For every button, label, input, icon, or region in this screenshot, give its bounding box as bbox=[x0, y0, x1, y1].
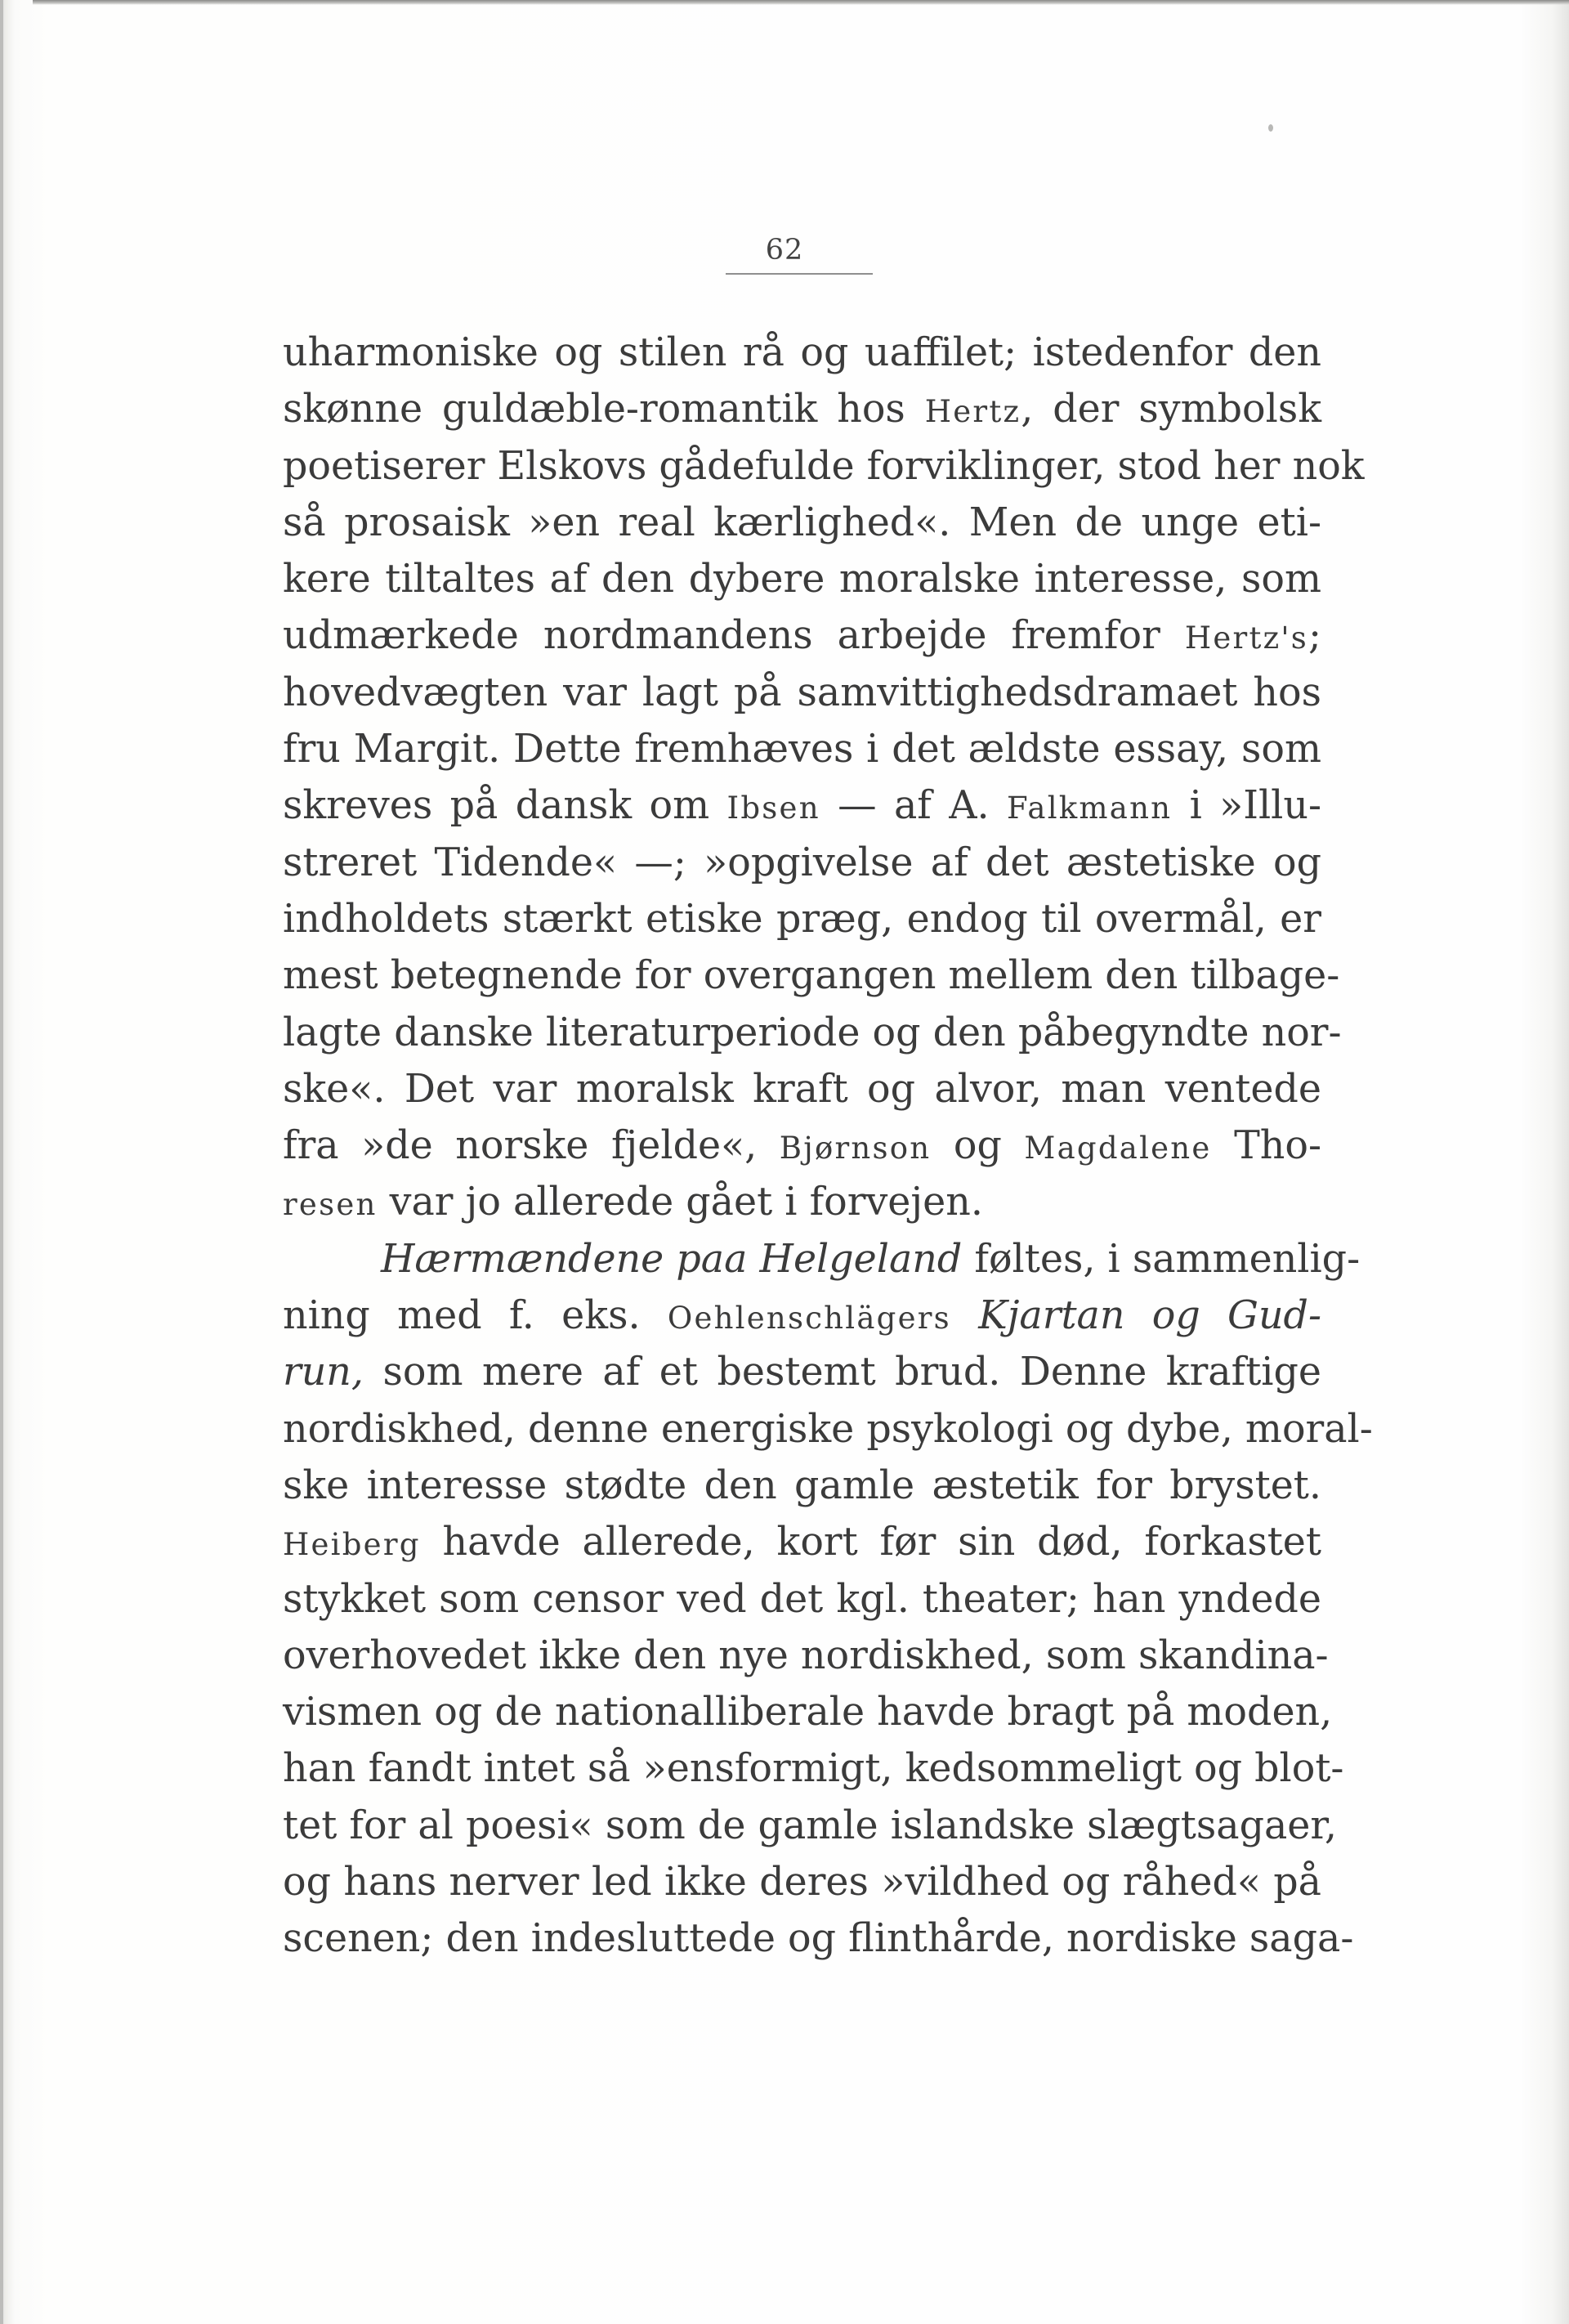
text-line bbox=[283, 1740, 1344, 1797]
body-text bbox=[283, 325, 1373, 1968]
text-run: uharmoniske og stilen rå og uaffilet; istedenfor den bbox=[283, 330, 1321, 375]
text-run: som mere af et bestemt brud. Denne kraftige bbox=[364, 1350, 1321, 1395]
text-line bbox=[283, 835, 1321, 891]
text-line bbox=[283, 947, 1340, 1004]
text-run: vismen og de nationalliberale havde bragt på moden, bbox=[283, 1690, 1333, 1735]
small-caps-name: Magdalene bbox=[1024, 1131, 1212, 1166]
text-line bbox=[283, 1117, 1321, 1174]
italic-title: Kjartan og Gud- bbox=[978, 1293, 1322, 1339]
text-run: udmærkede nordmandens arbejde fremfor bbox=[283, 613, 1185, 659]
text-run: nordiskhed, denne energiske psykologi og dybe, moral- bbox=[283, 1406, 1373, 1452]
text-run: var jo allerede gået i forvejen. bbox=[377, 1180, 983, 1225]
text-line bbox=[283, 1287, 1321, 1344]
small-caps-name: Falkmann bbox=[1006, 790, 1173, 826]
text-run: overhovedet ikke den nye nordiskhed, som skandina- bbox=[283, 1632, 1329, 1678]
page-number-rule bbox=[726, 273, 873, 275]
left-page-edge bbox=[0, 0, 3, 2324]
text-run: ske interesse stødte den gamle æstetik for brystet. bbox=[283, 1462, 1321, 1508]
text-line bbox=[283, 1061, 1321, 1117]
text-run: lagte danske literaturperiode og den påbegyndte nor- bbox=[283, 1010, 1342, 1055]
text-run: ning med f. eks. bbox=[283, 1293, 668, 1339]
small-caps-name: Oehlenschlägers bbox=[667, 1301, 951, 1337]
text-run: fru Margit. Dette fremhæves i det ældste essay, som bbox=[283, 727, 1321, 772]
text-line bbox=[283, 1401, 1373, 1458]
text-line bbox=[283, 438, 1365, 495]
text-line bbox=[283, 1684, 1333, 1740]
top-edge-shadow bbox=[33, 0, 1569, 5]
small-caps-name: resen bbox=[283, 1187, 378, 1223]
text-run: hovedvægten var lagt på samvittighedsdramaet hos bbox=[283, 669, 1321, 715]
text-line bbox=[283, 777, 1321, 834]
text-run: Tho- bbox=[1211, 1123, 1321, 1169]
small-caps-name: Heiberg bbox=[283, 1527, 421, 1563]
text-run: scenen; den indesluttede og flinthårde, nordiske saga- bbox=[283, 1916, 1354, 1962]
small-caps-name: Bjørnson bbox=[779, 1131, 932, 1166]
text-line bbox=[283, 1628, 1329, 1684]
ink-speck bbox=[1268, 124, 1273, 132]
text-run: kere tiltaltes af den dybere moralske interesse, som bbox=[283, 557, 1321, 602]
text-line bbox=[283, 1458, 1321, 1514]
text-run: streret Tidende« —; »opgivelse af det æstetiske og bbox=[283, 840, 1321, 885]
text-run: fra »de norske fjelde«, bbox=[283, 1123, 780, 1169]
text-line bbox=[283, 1571, 1321, 1628]
text-line bbox=[283, 1174, 1321, 1230]
text-line bbox=[283, 381, 1321, 437]
text-line bbox=[283, 665, 1321, 721]
text-line bbox=[283, 1005, 1342, 1061]
text-line bbox=[283, 495, 1321, 551]
text-line bbox=[283, 325, 1321, 381]
italic-title: run, bbox=[283, 1350, 364, 1395]
text-run: skreves på dansk om bbox=[283, 783, 727, 829]
page-number: 62 bbox=[765, 234, 804, 266]
text-run: ske«. Det var moralsk kraft og alvor, man ventede bbox=[283, 1066, 1321, 1112]
small-caps-name: Hertz bbox=[924, 394, 1021, 430]
text-run: og hans nerver led ikke deres »vildhed og råhed« på bbox=[283, 1860, 1321, 1905]
text-run: så prosaisk »en real kærlighed«. Men de unge eti- bbox=[283, 499, 1321, 545]
text-run: — af A. bbox=[820, 783, 1007, 829]
text-line bbox=[283, 1910, 1354, 1967]
text-run: havde allerede, kort før sin død, forkastet bbox=[420, 1520, 1321, 1565]
text-run: skønne guldæble-romantik hos bbox=[283, 387, 925, 432]
text-run: poetiserer Elskovs gådefulde forviklinger, stod her nok bbox=[283, 443, 1365, 489]
text-run: indholdets stærkt etiske præg, endog til overmål, er bbox=[283, 896, 1321, 942]
text-run: stykket som censor ved det kgl. theater; han yndede bbox=[283, 1576, 1321, 1622]
text-line bbox=[283, 1231, 1361, 1287]
text-line bbox=[283, 1344, 1321, 1400]
text-run: føltes, i sammenlig- bbox=[962, 1236, 1361, 1282]
text-line bbox=[283, 607, 1321, 664]
text-run: og bbox=[931, 1123, 1025, 1169]
text-line bbox=[283, 1514, 1321, 1570]
text-run: han fandt intet så »ensformigt, kedsommeligt og blot- bbox=[283, 1746, 1344, 1792]
text-run: , der symbolsk bbox=[1021, 387, 1321, 432]
text-line bbox=[283, 721, 1321, 777]
text-line bbox=[283, 1854, 1321, 1910]
text-run: i »Illu- bbox=[1172, 783, 1321, 829]
text-run: ; bbox=[1308, 613, 1321, 659]
text-run bbox=[951, 1293, 978, 1338]
small-caps-name: Hertz's bbox=[1184, 620, 1308, 656]
text-run: tet for al poesi« som de gamle islandske slægtsagaer, bbox=[283, 1802, 1337, 1848]
text-line bbox=[283, 1798, 1337, 1854]
small-caps-name: Ibsen bbox=[726, 790, 820, 826]
text-line bbox=[283, 551, 1321, 607]
italic-title: Hærmændene paa Helgeland bbox=[381, 1236, 963, 1282]
text-line bbox=[283, 891, 1321, 947]
text-run: mest betegnende for overgangen mellem den tilbage- bbox=[283, 953, 1340, 999]
